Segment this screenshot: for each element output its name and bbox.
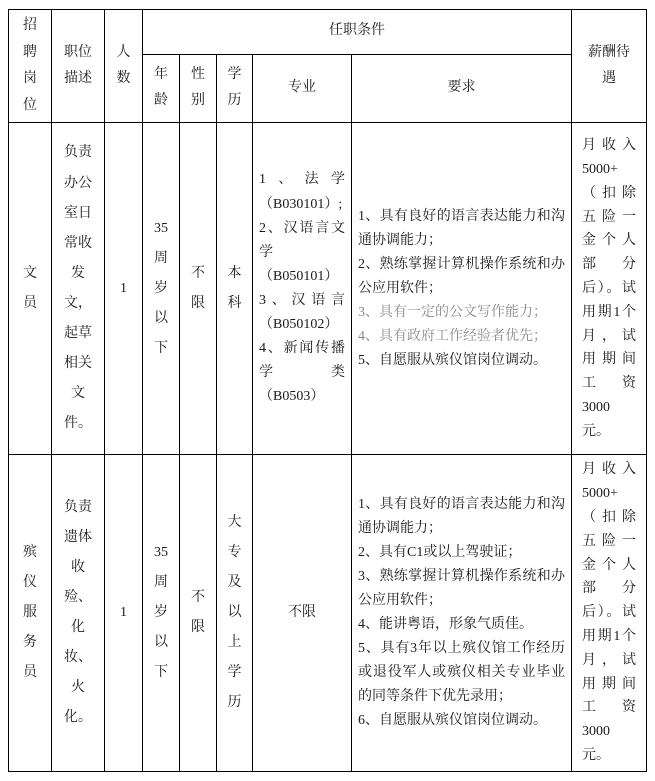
recruitment-table [8,9,647,772]
list-line: 2、汉语言文学（B050101） [259,220,345,284]
list-line: 3、具有一定的公文写作能力； [358,304,547,320]
list-line: 1、法学（B030101）; [259,172,345,212]
list-line: 4、能讲粤语，形象气质佳。 [358,617,533,633]
cell-education: 本科 [217,123,253,455]
cell-salary: 月收入5000+（扣除五险一金个人部分后）。试用期1个月，试用期间工资3000元。 [572,123,647,455]
cell-description: 负责遗体收殓、化妆、火化。 [52,455,105,771]
table-row-funeral-attendant [9,455,647,771]
header-age: 年龄 [143,54,180,123]
cell-gender: 不限 [180,123,217,455]
cell-education: 大专及以上学历 [217,455,253,771]
cell-salary: 月收入5000+（扣除五险一金个人部分后）。试用期1个月，试用期间工资3000元。 [572,455,647,771]
cell-major [253,123,352,455]
cell-count: 1 [105,455,143,771]
list-line: 4、具有政府工作经验者优先； [358,328,547,344]
cell-requirements [352,455,572,771]
cell-position: 文员 [9,123,52,455]
list-line: 1、具有良好的语言表达能力和沟通协调能力； [358,496,566,536]
list-line: 6、自愿服从殡仪馆岗位调动。 [358,713,547,729]
list-line: 5、具有3年以上殡仪馆工作经历或退役军人或殡仪相关专业毕业的同等条件下优先录用； [358,641,566,705]
list-line: 3、熟练掌握计算机操作系统和办公应用软件； [358,568,566,608]
list-line: 3、汉语言（B050102） [259,292,345,332]
header-gender: 性别 [180,54,217,123]
list-line: 5、自愿服从殡仪馆岗位调动。 [358,353,547,369]
header-education: 学历 [217,54,253,123]
header-conditions: 任职条件 [143,10,572,55]
header-count: 人数 [105,10,143,123]
list-line: 2、熟练掌握计算机操作系统和办公应用软件； [358,256,566,296]
cell-count: 1 [105,123,143,455]
table-row-clerk [9,123,647,455]
cell-position: 殡仪服务员 [9,455,52,771]
cell-gender: 不限 [180,455,217,771]
cell-description: 负责办公室日常收发文，起草相关文件。 [52,123,105,455]
list-line: 1、具有良好的语言表达能力和沟通协调能力； [358,208,566,248]
cell-age: 35周岁以下 [143,455,180,771]
list-line: 4、新闻传播学类（B0503） [259,341,345,405]
cell-major: 不限 [253,455,352,771]
header-major: 专业 [253,54,352,123]
header-description: 职位描述 [52,10,105,123]
list-line: 2、具有C1或以上驾驶证； [358,544,522,560]
header-requirements: 要求 [352,54,572,123]
cell-requirements [352,123,572,455]
header-position: 招聘岗位 [9,10,52,123]
cell-age: 35周岁以下 [143,123,180,455]
header-salary: 薪酬待遇 [572,10,647,123]
